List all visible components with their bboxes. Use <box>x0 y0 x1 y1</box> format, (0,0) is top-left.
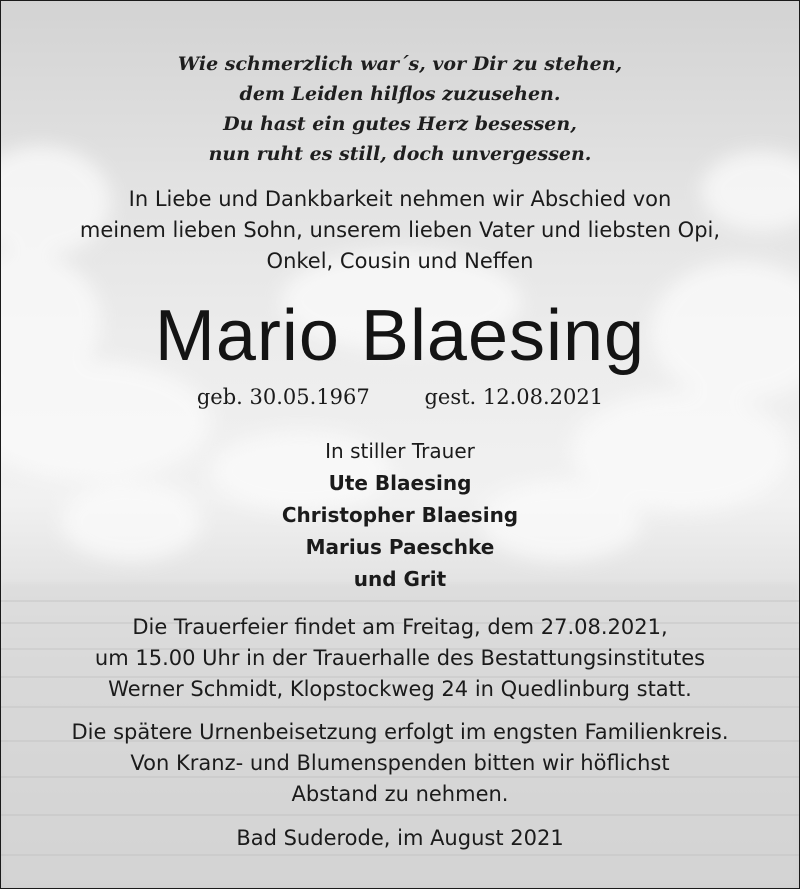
life-dates <box>1 382 799 412</box>
verse-line: nun ruht es still, doch unvergessen. <box>208 143 592 165</box>
mourner-name: Ute Blaesing <box>328 471 472 495</box>
verse-line: Wie schmerzlich war´s, vor Dir zu stehen, <box>177 53 623 75</box>
burial-line: Abstand zu nehmen. <box>291 782 509 806</box>
mourner-name: und Grit <box>353 567 447 591</box>
mourner-name: Marius Paeschke <box>305 535 495 559</box>
farewell-line: meinem lieben Sohn, unserem lieben Vater und liebsten Opi, <box>79 218 721 242</box>
mourners-block <box>1 435 799 595</box>
mourner-name: Christopher Blaesing <box>281 503 519 527</box>
funeral-line: Die Trauerfeier findet am Freitag, dem 27.08.2021, <box>132 615 668 639</box>
farewell-text <box>1 184 799 277</box>
farewell-line: Onkel, Cousin und Neffen <box>266 249 534 273</box>
funeral-details <box>1 612 799 705</box>
place-and-date: Bad Suderode, im August 2021 <box>236 826 564 850</box>
burial-line: Die spätere Urnenbeisetzung erfolgt im engsten Familienkreis. <box>71 720 729 744</box>
memorial-verse <box>1 49 799 169</box>
birth-date: geb. 30.05.1967 <box>196 385 370 409</box>
funeral-line: um 15.00 Uhr in der Trauerhalle des Bestattungsinstitutes <box>94 646 706 670</box>
verse-line: dem Leiden hilflos zuzusehen. <box>239 83 561 105</box>
mourners-intro: In stiller Trauer <box>325 439 475 463</box>
farewell-line: In Liebe und Dankbarkeit nehmen wir Abschied von <box>128 187 672 211</box>
funeral-line: Werner Schmidt, Klopstockweg 24 in Quedlinburg statt. <box>108 677 692 701</box>
deceased-name: Mario Blaesing <box>154 296 646 376</box>
burial-line: Von Kranz- und Blumenspenden bitten wir höflichst <box>130 751 670 775</box>
burial-notice <box>1 717 799 810</box>
verse-line: Du hast ein gutes Herz besessen, <box>223 113 577 135</box>
death-date: gest. 12.08.2021 <box>424 385 604 409</box>
